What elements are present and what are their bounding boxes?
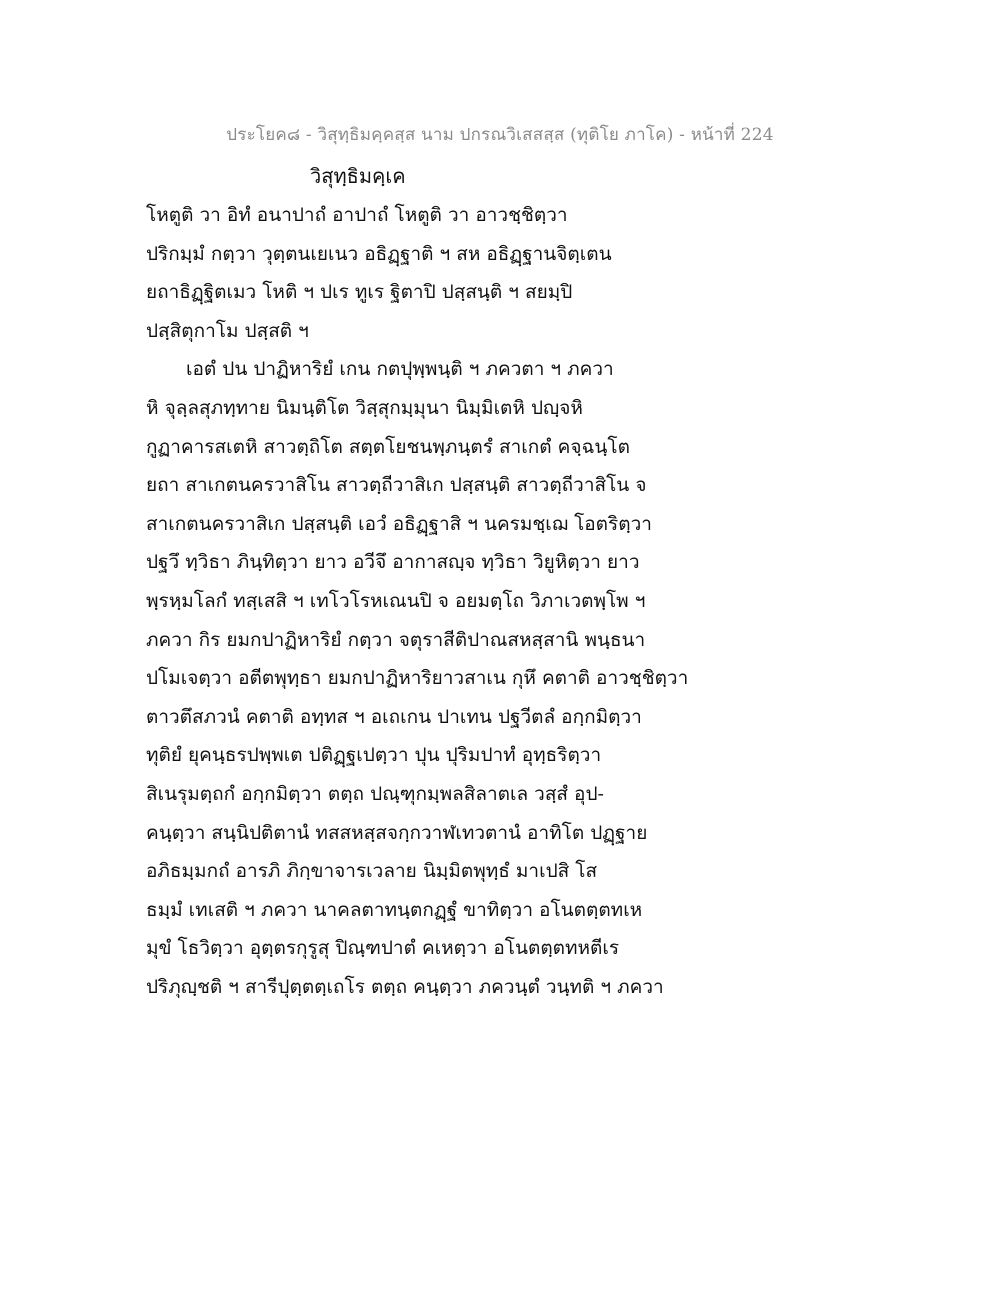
text-line: ภควา กิร ยมกปาฏิหาริยํ กตฺวา จตุราสีติปาณสหสฺสานิ พนฺธนา — [146, 628, 646, 651]
text-line: ยถา สาเกตนครวาสิโน สาวตฺถีวาสิเก ปสฺสนฺติ สาวตฺถีวาสิโน จ — [146, 474, 647, 497]
text-line: สาเกตนครวาสิเก ปสฺสนฺติ เอวํ อธิฏฺฐาสิ ฯ นครมชฺเฌ โอตริตฺวา — [146, 512, 652, 535]
body-text — [146, 196, 706, 1006]
text-line: มุขํ โธวิตฺวา อุตฺตรกุรูสุ ปิณฺฑปาตํ คเหตฺวา อโนตตฺตทหตีเร — [146, 937, 620, 960]
text-line: พฺรหฺมโลกํ ทสฺเสสิ ฯ เทโวโรหเณนปิ จ อยมตฺโถ วิภาเวตพฺโพ ฯ — [146, 589, 646, 612]
text-line: ทุติยํ ยุคนฺธรปพฺพเต ปติฏฺฐเปตฺวา ปุน ปุริมปาทํ อุทฺธริตฺวา — [146, 744, 602, 767]
paragraph-1 — [146, 196, 706, 350]
text-line: เอตํ ปน ปาฏิหาริยํ เกน กตปุพฺพนฺติ ฯ ภควตา ฯ ภควา — [186, 358, 614, 381]
text-line: ปริกมฺมํ กตฺวา วุตฺตนเยเนว อธิฏฺฐาติ ฯ สห อธิฏฺฐานจิตฺเตน — [146, 242, 612, 265]
text-line: ธมฺมํ เทเสติ ฯ ภควา นาคลตาทนฺตกฏฺฐํ ขาทิตฺวา อโนตตฺตทเห — [146, 898, 643, 921]
running-header: ประโยค๘ - วิสุทฺธิมคฺคสฺส นาม ปกรณวิเสสสฺส (ทุติโย ภาโค) - หน้าที่ 224 — [226, 125, 774, 145]
text-line: ตาวตึสภวนํ คตาติ อทฺทส ฯ อเถเกน ปาเทน ปฐวีตลํ อกฺกมิตฺวา — [146, 705, 642, 728]
section-heading: วิสุทฺธิมคฺเค — [310, 164, 406, 188]
text-line: ปโมเจตฺวา อตีตพุทฺธา ยมกปาฏิหาริยาวสาเน กุหึ คตาติ อาวชฺชิตฺวา — [146, 667, 689, 690]
text-line: ยถาธิฏฺฐิตเมว โหติ ฯ ปเร ทูเร ฐิตาปิ ปสฺสนฺติ ฯ สยมฺปิ — [146, 281, 573, 304]
text-line: โหตูติ วา อิทํ อนาปาถํ อาปาถํ โหตูติ วา อาวชฺชิตฺวา — [146, 204, 568, 226]
text-line: หิ จุลฺลสุภทฺทาย นิมนฺติโต วิสฺสุกมฺมุนา นิมฺมิเตหิ ปญฺจหิ — [146, 396, 583, 419]
text-line: กูฏาคารสเตหิ สาวตฺถิโต สตฺตโยชนพฺภนฺตรํ สาเกตํ คจฺฉนฺโต — [146, 435, 630, 458]
text-line: อภิธมฺมกถํ อารภิ ภิกฺขาจารเวลาย นิมฺมิตพุทฺธํ มาเปสิ โส — [146, 860, 598, 883]
text-line: สิเนรุมตฺถกํ อกฺกมิตฺวา ตตฺถ ปณฺฑุกมฺพลสิลาตเล วสฺสํ อุป- — [146, 782, 604, 805]
paragraph-2 — [146, 350, 706, 1006]
text-line: ปฐวึ ทฺวิธา ภินฺทิตฺวา ยาว อวีจึ อากาสญฺจ ทฺวิธา วิยูหิตฺวา ยาว — [146, 551, 640, 574]
text-line: ปริภุญฺชติ ฯ สารีปุตฺตตฺเถโร ตตฺถ คนฺตฺวา ภควนฺตํ วนฺทติ ฯ ภควา — [146, 975, 664, 998]
text-line: ปสฺสิตุกาโม ปสฺสติ ฯ — [146, 319, 309, 342]
text-line: คนฺตฺวา สนฺนิปติตานํ ทสสหสฺสจกฺกวาฬเทวตานํ อาทิโต ปฏฺฐาย — [146, 821, 648, 844]
